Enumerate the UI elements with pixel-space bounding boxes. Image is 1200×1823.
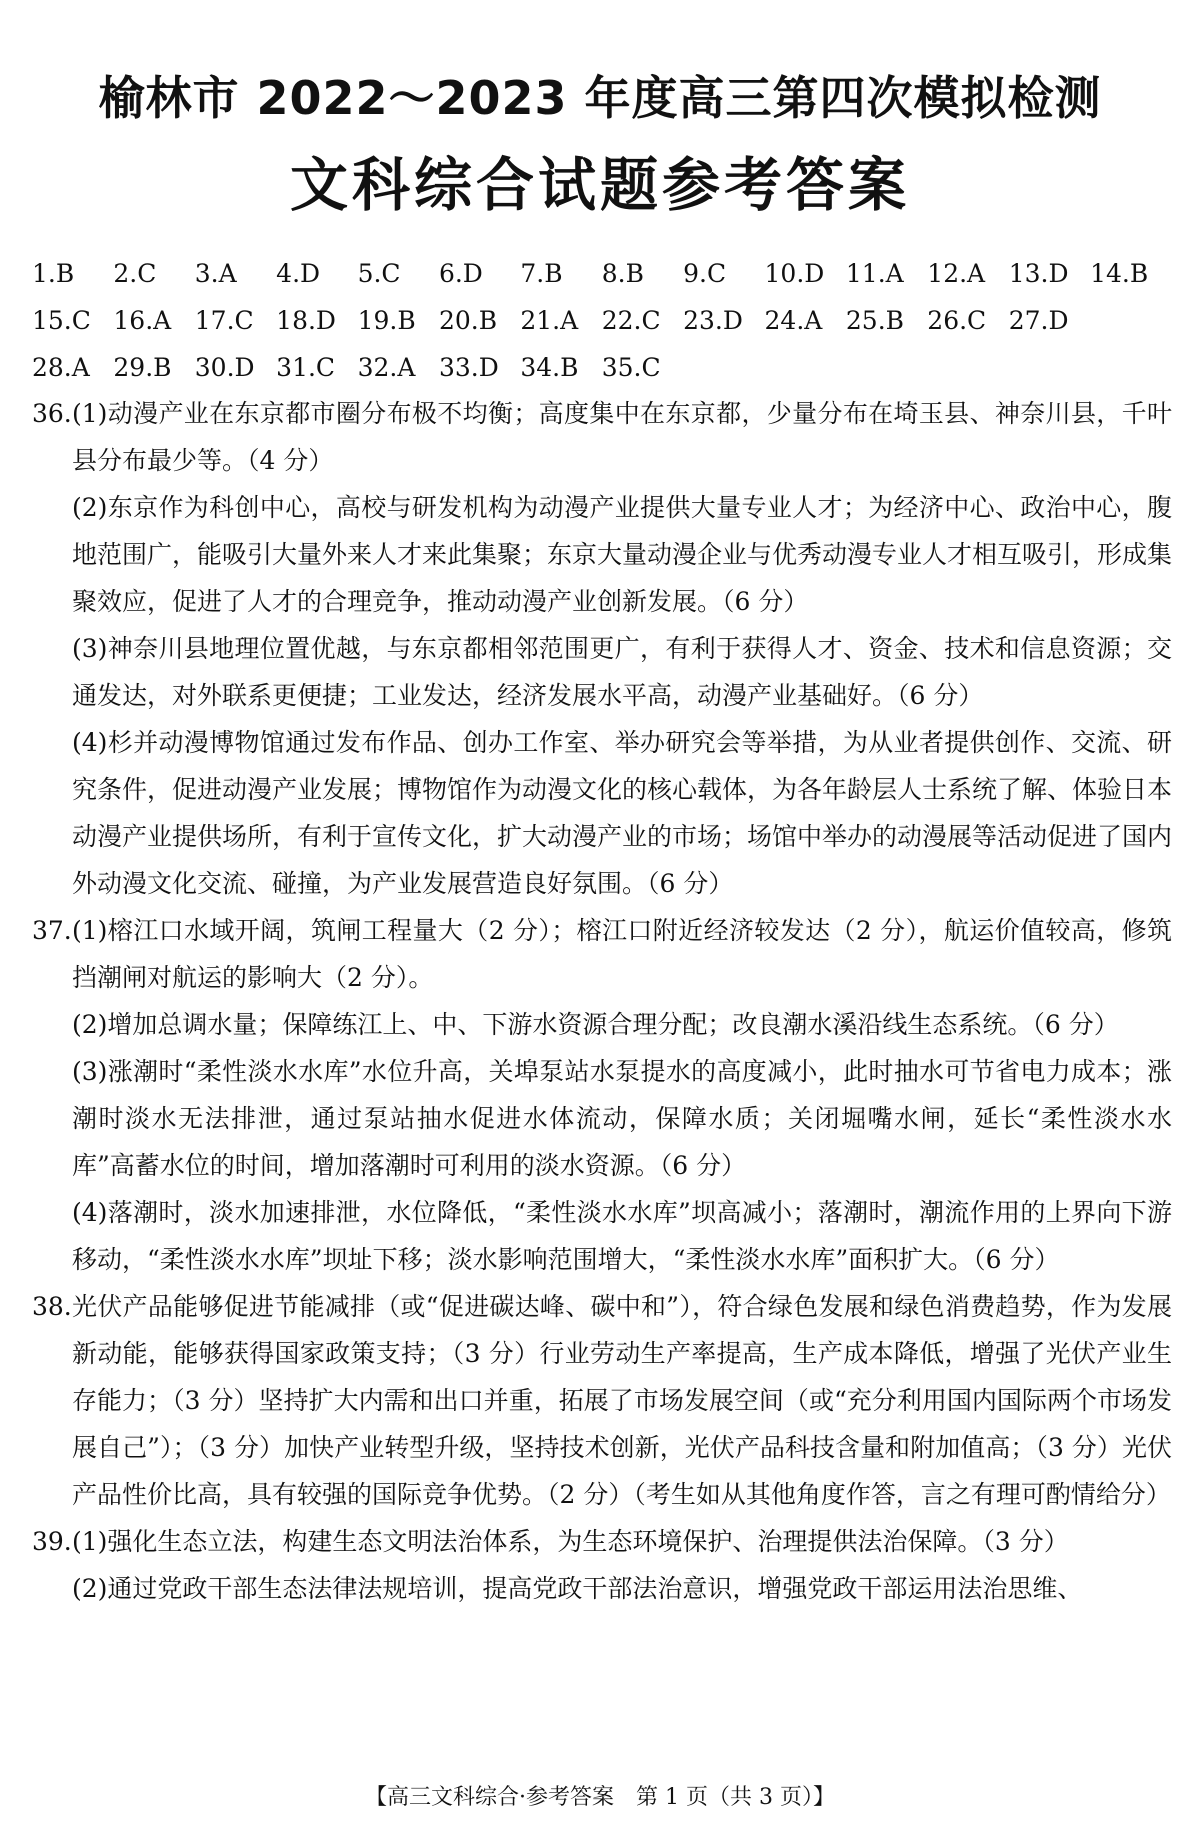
answer-paragraph: 光伏产品能够促进节能减排（或“促进碳达峰、碳中和”），符合绿色发展和绿色消费趋势，作为发展新动能，能够获得国家政策支持；（3 分）行业劳动生产率提高，生产成本降低，增强了光伏产业生存能力；（3 分）坚持扩大内需和出口并重，拓展了市场发展空间（或“充分利用国内国际两个市场发展自己”）；（3 分）加快产业转型升级，坚持技术创新，光伏产品科技含量和附加值高；（3 分）光伏产品性价比高，具有较强的国际竞争优势。（2 分）（考生如从其他角度作答，言之有理可酌情给分） <box>72 1292 1172 1509</box>
answer-item: 12.A <box>927 259 986 288</box>
answer-paragraph: (4)杉并动漫博物馆通过发布作品、创办工作室、举办研究会等举措，为从业者提供创作、交流、研究条件，促进动漫产业发展；博物馆作为动漫文化的核心载体，为各年龄层人士系统了解、体验日本动漫产业提供场所，有利于宣传文化，扩大动漫产业的市场；场馆中举办的动漫展等活动促进了国内外动漫文化交流、碰撞，为产业发展营造良好氛围。（6 分） <box>72 728 1173 898</box>
answer-paragraph: (3)神奈川县地理位置优越，与东京都相邻范围更广，有利于获得人才、资金、技术和信息资源；交通发达，对外联系更便捷；工业发达，经济发展水平高，动漫产业基础好。（6 分） <box>72 634 1172 710</box>
answer-item: 31.C <box>276 353 336 382</box>
question-block <box>32 907 1172 1283</box>
answer-item: 15.C <box>32 306 91 335</box>
answer-item: 6.D <box>438 259 483 288</box>
answer-item: 8.B <box>601 259 644 288</box>
answer-item: 26.C <box>927 306 987 335</box>
answer-item: 11.A <box>845 259 904 288</box>
answer-item: 9.C <box>683 259 727 288</box>
answer-item: 3.A <box>194 259 237 288</box>
answer-paragraph: (1)动漫产业在东京都市圈分布极不均衡；高度集中在东京都，少量分布在埼玉县、神奈川县，千叶县分布最少等。（4 分） <box>72 399 1172 475</box>
answer-item: 30.D <box>194 353 255 382</box>
answer-item: 21.A <box>520 306 579 335</box>
answer-row <box>32 250 1172 297</box>
answer-item: 25.B <box>845 306 905 335</box>
answer-item: 22.C <box>601 306 661 335</box>
answer-item: 13.D <box>1008 259 1069 288</box>
page-footer: 【高三文科综合·参考答案 第 1 页（共 3 页）】 <box>365 1785 835 1810</box>
answer-item: 7.B <box>520 259 563 288</box>
answer-item: 35.C <box>601 353 661 382</box>
question-number: 39. <box>32 1527 72 1556</box>
question-number: 37. <box>32 916 72 945</box>
question-block <box>32 390 1172 907</box>
answer-item: 24.A <box>764 306 823 335</box>
answer-item: 2.C <box>113 259 157 288</box>
question-number: 36. <box>32 399 72 428</box>
question-block <box>32 1283 1172 1518</box>
answer-item: 1.B <box>32 259 75 288</box>
answer-paragraph: (1)强化生态立法，构建生态文明法治体系，为生态环境保护、治理提供法治保障。（3 分） <box>72 1527 1069 1556</box>
answer-item: 20.B <box>438 306 498 335</box>
answer-item: 32.A <box>357 353 416 382</box>
answer-row <box>32 297 1172 344</box>
answer-paragraph: (2)增加总调水量；保障练江上、中、下游水资源合理分配；改良潮水溪沿线生态系统。（6 分） <box>72 1010 1119 1039</box>
exam-title: 榆林市 2022～2023 年度高三第四次模拟检测 <box>98 71 1102 125</box>
answer-item: 34.B <box>520 353 579 382</box>
answer-paragraph: (2)东京作为科创中心，高校与研发机构为动漫产业提供大量专业人才；为经济中心、政治中心，腹地范围广，能吸引大量外来人才来此集聚；东京大量动漫企业与优秀动漫专业人才相互吸引，形成集聚效应，促进了人才的合理竞争，推动动漫产业创新发展。（6 分） <box>72 493 1173 616</box>
answer-item: 14.B <box>1090 259 1149 288</box>
answer-item: 17.C <box>194 306 254 335</box>
answer-paragraph: (1)榕江口水域开阔，筑闸工程量大（2 分）；榕江口附近经济较发达（2 分），航运价值较高，修筑挡潮闸对航运的影响大（2 分）。 <box>72 916 1172 992</box>
subjective-answers <box>32 390 1172 1612</box>
answer-item: 4.D <box>276 259 321 288</box>
answer-item: 33.D <box>438 353 499 382</box>
answer-row <box>32 344 1172 391</box>
multiple-choice-answers <box>32 250 1172 391</box>
answer-item: 29.B <box>113 353 172 382</box>
answer-item: 5.C <box>357 259 401 288</box>
question-number: 38. <box>32 1292 72 1321</box>
answer-item: 23.D <box>683 306 743 335</box>
answer-item: 19.B <box>357 306 416 335</box>
answer-item: 18.D <box>276 306 336 335</box>
answer-paragraph: (3)涨潮时“柔性淡水水库”水位升高，关埠泵站水泵提水的高度减小，此时抽水可节省电力成本；涨潮时淡水无法排泄，通过泵站抽水促进水体流动，保障水质；关闭堀嘴水闸，延长“柔性淡水水库”高蓄水位的时间，增加落潮时可利用的淡水资源。（6 分） <box>72 1057 1172 1180</box>
question-block <box>32 1518 1172 1612</box>
answer-paragraph: (4)落潮时，淡水加速排泄，水位降低，“柔性淡水水库”坝高减小；落潮时，潮流作用的上界向下游移动，“柔性淡水水库”坝址下移；淡水影响范围增大，“柔性淡水水库”面积扩大。（6 分） <box>72 1198 1172 1274</box>
answer-item: 28.A <box>32 353 90 382</box>
answer-item: 10.D <box>764 259 825 288</box>
answer-key-title: 文科综合试题参考答案 <box>289 151 910 219</box>
answer-paragraph: (2)通过党政干部生态法律法规培训，提高党政干部法治意识，增强党政干部运用法治思维、 <box>72 1574 1083 1603</box>
answer-item: 27.D <box>1008 306 1069 335</box>
answer-item: 16.A <box>113 306 172 335</box>
